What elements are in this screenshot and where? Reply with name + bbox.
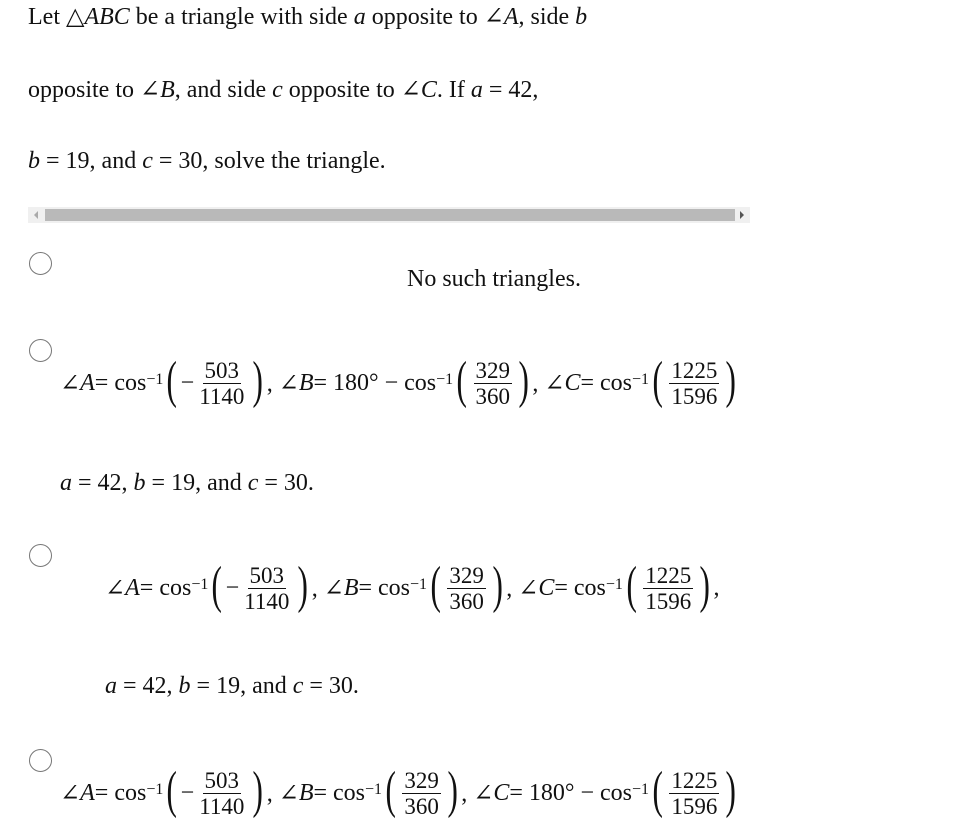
fraction <box>197 358 246 410</box>
right-paren: ) <box>447 761 458 819</box>
math-text: = cos <box>139 575 192 602</box>
superscript: −1 <box>632 780 650 798</box>
superscript: −1 <box>605 575 623 593</box>
numerator: 503 <box>204 768 240 793</box>
denominator: 1596 <box>645 589 692 615</box>
math-text: opposite to ∠ <box>365 4 504 30</box>
numerator: 329 <box>475 358 511 383</box>
math-variable: c <box>272 77 283 103</box>
math-text: . If <box>436 77 471 103</box>
left-paren: ( <box>626 556 637 614</box>
math-text: = 19, and <box>40 148 143 174</box>
math-variable: A <box>80 780 95 807</box>
math-text: = 180° − cos <box>509 780 632 807</box>
math-variable: B <box>343 575 359 602</box>
minus-sign: − <box>225 575 240 602</box>
option-2-sides <box>60 470 314 497</box>
right-paren: ) <box>725 351 737 409</box>
math-variable: c <box>247 470 259 496</box>
fraction <box>669 358 719 410</box>
math-variable: a <box>353 4 366 30</box>
math-variable: B <box>160 77 175 103</box>
right-paren: ) <box>725 761 737 819</box>
math-variable: a <box>105 673 117 699</box>
minus-sign: − <box>180 780 195 807</box>
left-paren: ( <box>385 761 396 819</box>
superscript: −1 <box>365 780 383 798</box>
math-text: = cos <box>313 780 366 807</box>
superscript: −1 <box>436 370 454 388</box>
numerator: 329 <box>404 768 439 793</box>
math-variable: A <box>503 4 519 30</box>
right-paren: ) <box>492 556 503 614</box>
math-variable: A <box>80 370 95 397</box>
numerator: 329 <box>449 563 484 588</box>
right-paren: ) <box>297 556 309 614</box>
left-paren: ( <box>430 556 441 614</box>
math-variable: ABC <box>84 4 130 30</box>
denominator: 1596 <box>671 794 718 820</box>
denominator: 1140 <box>199 794 245 820</box>
numerator: 1225 <box>645 563 692 588</box>
math-text: = 42, <box>482 77 539 103</box>
math-text: opposite to ∠ <box>28 77 161 103</box>
fraction <box>242 563 291 615</box>
math-text: = cos <box>580 370 632 397</box>
math-text: , and side <box>174 77 273 103</box>
math-text: , ∠ <box>266 371 299 398</box>
math-variable: b <box>178 673 191 699</box>
option-1-radio[interactable] <box>29 252 52 275</box>
math-text: = 30. <box>258 470 314 496</box>
math-variable: B <box>298 370 314 397</box>
math-text: = cos <box>358 575 411 602</box>
scrollbar-thumb[interactable] <box>45 209 735 221</box>
fraction <box>447 563 486 615</box>
fraction <box>402 768 441 820</box>
math-text: , ∠ <box>311 576 344 603</box>
math-text: opposite to ∠ <box>282 77 421 103</box>
math-text: = 19, and <box>190 673 293 699</box>
left-paren: ( <box>652 761 663 819</box>
math-variable: c <box>292 673 304 699</box>
math-text: = cos <box>94 780 147 807</box>
option-2-radio[interactable] <box>29 339 52 362</box>
superscript: −1 <box>410 575 428 593</box>
math-text: , ∠ <box>532 371 565 398</box>
math-variable: A <box>125 575 140 602</box>
math-text: ∠ <box>105 576 126 603</box>
superscript: −1 <box>146 780 164 798</box>
math-variable: C <box>493 780 510 807</box>
numerator: 503 <box>204 358 240 383</box>
math-variable: b <box>575 4 588 30</box>
fraction <box>643 563 693 615</box>
math-variable: c <box>142 148 153 174</box>
math-text: = 42, <box>72 470 134 496</box>
superscript: −1 <box>191 575 209 593</box>
option-2-equation <box>60 351 740 410</box>
math-variable: b <box>28 148 40 174</box>
option-1-text: No such triangles. <box>407 266 581 292</box>
superscript: −1 <box>146 370 164 388</box>
minus-sign: − <box>180 370 195 397</box>
question-line-3 <box>28 148 386 175</box>
math-text: Let △ <box>28 4 85 30</box>
math-text: = 30. <box>303 673 359 699</box>
math-text: = 19, and <box>145 470 248 496</box>
left-paren: ( <box>166 761 178 819</box>
math-text: , <box>713 575 720 602</box>
math-variable: B <box>298 780 314 807</box>
option-3-sides <box>105 673 359 700</box>
math-variable: b <box>133 470 146 496</box>
numerator: 1225 <box>671 358 718 383</box>
numerator: 503 <box>249 563 285 588</box>
math-variable: C <box>420 77 437 103</box>
math-text: , ∠ <box>266 781 299 808</box>
denominator: 1140 <box>244 589 290 615</box>
right-paren: ) <box>518 351 529 409</box>
fraction <box>669 768 719 820</box>
denominator: 1140 <box>199 384 245 410</box>
right-paren: ) <box>252 761 264 819</box>
math-variable: a <box>470 77 483 103</box>
scroll-left-arrow-icon[interactable] <box>34 211 38 219</box>
fraction <box>474 358 513 410</box>
denominator: 360 <box>475 384 511 410</box>
math-text: = 42, <box>117 673 179 699</box>
left-paren: ( <box>652 351 663 409</box>
right-paren: ) <box>699 556 711 614</box>
superscript: −1 <box>632 370 650 388</box>
math-text: = cos <box>94 370 147 397</box>
math-text: = 180° − cos <box>313 370 437 397</box>
math-text: ∠ <box>60 371 81 398</box>
right-paren: ) <box>252 351 264 409</box>
math-text: ∠ <box>60 781 81 808</box>
option-3-radio[interactable] <box>29 544 52 567</box>
scroll-right-arrow-icon[interactable] <box>740 211 744 219</box>
math-text: , ∠ <box>506 576 539 603</box>
option-4-radio[interactable] <box>29 749 52 772</box>
question-line-1 <box>28 2 587 31</box>
denominator: 360 <box>404 794 439 820</box>
left-paren: ( <box>456 351 468 409</box>
denominator: 1596 <box>671 384 718 410</box>
left-paren: ( <box>211 556 223 614</box>
math-text: = cos <box>554 575 606 602</box>
numerator: 1225 <box>671 768 718 793</box>
left-paren: ( <box>166 351 178 409</box>
fraction <box>197 768 246 820</box>
question-line-2 <box>28 75 538 104</box>
math-text: = 30, solve the triangle. <box>152 148 386 174</box>
math-variable: a <box>60 470 72 496</box>
option-4-equation <box>60 761 740 820</box>
math-text: , ∠ <box>461 781 494 808</box>
math-text: be a triangle with side <box>129 4 354 30</box>
math-variable: C <box>538 575 555 602</box>
horizontal-scrollbar[interactable] <box>28 207 750 223</box>
option-3-equation <box>105 556 720 615</box>
math-text: , side <box>518 4 576 30</box>
denominator: 360 <box>449 589 484 615</box>
math-variable: C <box>564 370 581 397</box>
